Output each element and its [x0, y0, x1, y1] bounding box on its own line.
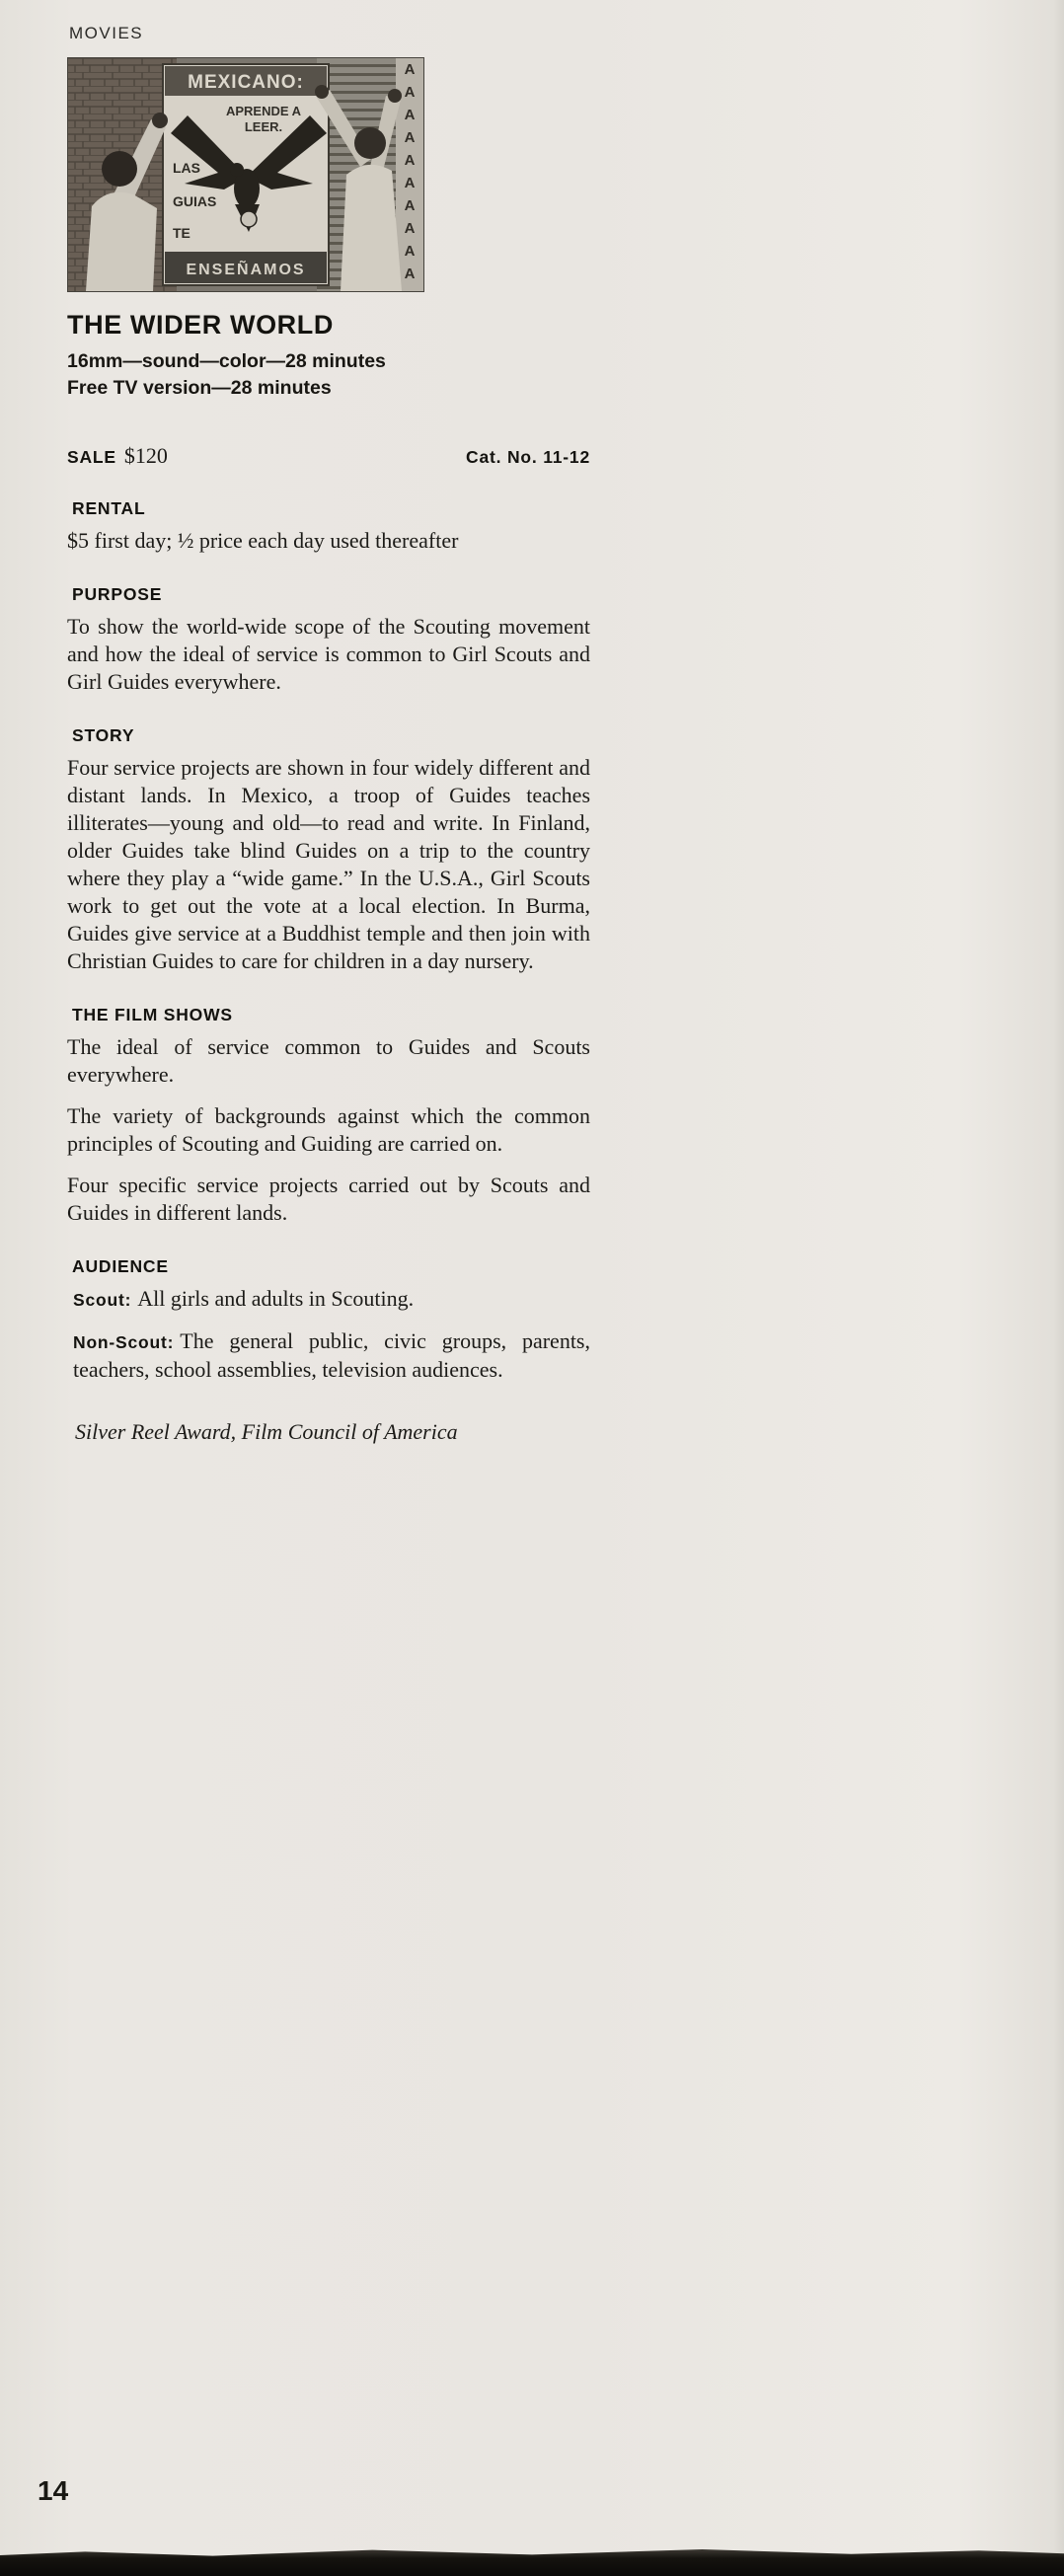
poster-word-guias: GUIAS: [173, 193, 217, 209]
photo-illustration: [68, 58, 423, 291]
story-section: [67, 725, 590, 975]
scan-edge-bar: [0, 2546, 1064, 2576]
film-shows-point: Four specific service projects carried out by Scouts and Guides in different lands.: [67, 1173, 590, 1225]
story-text: Four service projects are shown in four widely different and distant lands. In Mexico, a troop of Guides teaches illiterates—young and old—to read and write. In Finland, older Guides take blind Guides on a trip to the country where they play a “wide game.” In the U.S.A., Girl Scouts work to get out the vote at a local election. In Burma, Guides give service at a Buddhist temple and then join with Christian Guides to care for children in a day nursery.: [67, 755, 590, 973]
nonscout-label: Non-Scout:: [73, 1332, 175, 1352]
shutter-letter: A: [404, 107, 416, 123]
section-label: MOVIES: [69, 24, 144, 42]
shutter-letter: A: [404, 61, 416, 78]
film-shows-section: [67, 1005, 590, 1227]
literacy-poster: [163, 64, 329, 285]
award-citation: Silver Reel Award, Film Council of America: [75, 1419, 458, 1444]
purpose-section: [67, 584, 590, 696]
story-heading: STORY: [72, 725, 135, 745]
page-number: 14: [38, 2475, 69, 2506]
audience-scout-line: [73, 1285, 590, 1314]
shutter-letter: A: [404, 220, 416, 237]
film-title: THE WIDER WORLD: [67, 310, 334, 340]
audience-section: [67, 1256, 590, 1384]
shutter-letter: A: [404, 243, 416, 260]
shutter-letter: A: [404, 152, 416, 169]
shutter-letter: A: [404, 265, 416, 282]
catalog-number: Cat. No. 11-12: [466, 447, 590, 467]
sale-price: $120: [123, 443, 168, 468]
content-column: [67, 0, 590, 1445]
rental-terms: $5 first day; ½ price each day used thereafter: [67, 528, 459, 553]
rental-section: [67, 498, 590, 555]
poster-bottom-text: ENSEÑAMOS: [186, 262, 306, 278]
film-shows-point: The ideal of service common to Guides and Scouts everywhere.: [67, 1034, 590, 1087]
sale-row: [67, 443, 590, 469]
sale-label: SALE: [67, 447, 116, 467]
eagle-held-object: [241, 211, 257, 227]
film-shows-heading: THE FILM SHOWS: [72, 1005, 233, 1024]
film-tv-version-line: Free TV version—28 minutes: [67, 377, 332, 399]
poster-subtitle-text: APRENDE A: [225, 104, 302, 118]
shutter-letter: A: [404, 129, 416, 146]
shutter-letter: A: [404, 175, 416, 191]
shutter-letter: A: [404, 84, 416, 101]
nonscout-text: The general public, civic groups, parents, teachers, school assemblies, television audiences.: [73, 1328, 590, 1382]
film-photo: [67, 57, 424, 292]
audience-heading: AUDIENCE: [72, 1256, 169, 1276]
rental-heading: RENTAL: [72, 498, 146, 518]
poster-word-las: LAS: [173, 160, 200, 176]
film-format-line: 16mm—sound—color—28 minutes: [67, 350, 386, 372]
poster-word-te: TE: [173, 225, 190, 241]
purpose-heading: PURPOSE: [72, 584, 163, 604]
scout-label: Scout:: [73, 1290, 132, 1310]
poster-subtitle-text: LEER.: [244, 119, 283, 134]
audience-nonscout-line: [73, 1327, 590, 1384]
sale-info: [67, 443, 168, 469]
purpose-text: To show the world-wide scope of the Scouting movement and how the ideal of service is common to Girl Scouts and Girl Guides everywhere.: [67, 614, 590, 694]
film-shows-point: The variety of backgrounds against which the common principles of Scouting and Guiding are carried on.: [67, 1103, 590, 1156]
shutter-letter: A: [404, 197, 416, 214]
scout-text: All girls and adults in Scouting.: [137, 1286, 415, 1311]
poster-title-text: MEXICANO:: [188, 72, 304, 93]
